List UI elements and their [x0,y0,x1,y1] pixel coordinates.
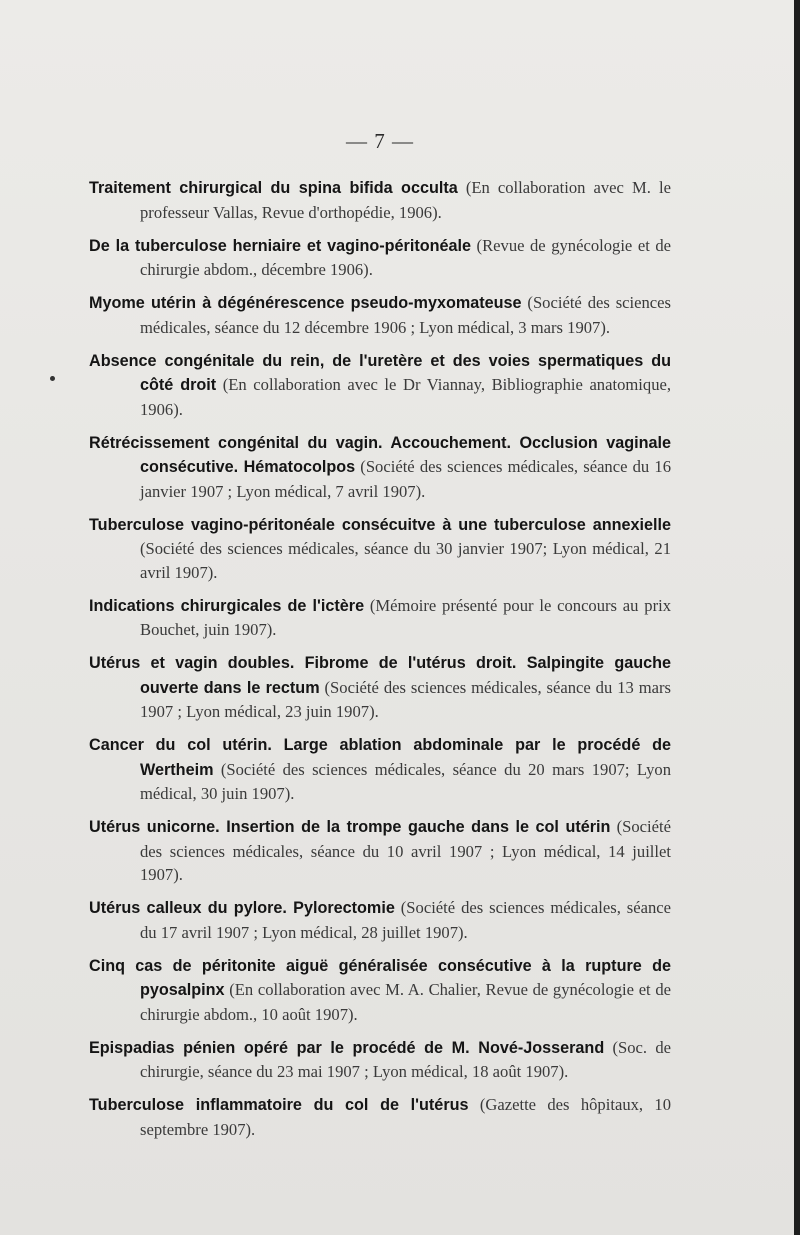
entry-reference: (Société des sciences médicales, séance du 10 avril 1907 ; Lyon médical, 14 juillet 1907). [140,817,671,884]
list-item [89,733,671,806]
entry-title: Myome utérin à dégénérescence pseudo-myxomateuse [89,294,522,312]
list-item [89,1093,671,1141]
list-item [89,234,671,282]
entry-reference: (En collaboration avec M. le professeur Vallas, Revue d'orthopédie, 1906). [140,178,671,222]
entry-title: Tuberculose inflammatoire du col de l'utérus [89,1096,469,1114]
margin-mark [50,376,55,381]
entry-title: Utérus calleux du pylore. Pylorectomie [89,899,395,917]
entry-reference: (Société des sciences médicales, séance du 17 avril 1907 ; Lyon médical, 28 juillet 1907). [140,898,672,942]
list-item [89,896,671,944]
entry-title: Cinq cas de péritonite aiguë généralisée consécutive à la rupture de pyosalpinx [89,956,671,999]
entry-reference: (Société des sciences médicales, séance du 12 décembre 1906 ; Lyon médical, 3 mars 1907). [140,293,671,337]
entry-title: Cancer du col utérin. Large ablation abdominale par le procédé de Wertheim [89,736,671,779]
entry-reference: (Société des sciences médicales, séance du 20 mars 1907; Lyon médical, 30 juin 1907). [140,759,671,803]
list-item [89,176,671,224]
list-item [89,954,671,1027]
list-item [89,594,671,642]
list-item [89,291,671,339]
entry-reference: (Gazette des hôpitaux, 10 septembre 1907). [140,1095,671,1139]
entry-reference: (Société des sciences médicales, séance du 16 janvier 1907 ; Lyon médical, 7 avril 1907). [140,457,671,501]
list-item [89,815,671,887]
entry-reference: (Société des sciences médicales, séance du 13 mars 1907 ; Lyon médical, 23 juin 1907). [140,677,671,721]
entry-title: Traitement chirurgical du spina bifida occulta [89,179,458,197]
entry-title: De la tuberculose herniaire et vagino-péritonéale [89,236,472,255]
list-item [89,651,671,724]
entry-title: Utérus et vagin doubles. Fibrome de l'utérus droit. Salpingite gauche ouverte dans le rectum [89,654,671,697]
entry-reference: (En collaboration avec le Dr Viannay, Bibliographie anatomique, 1906). [140,375,671,419]
entry-title: Rétrécissement congénital du vagin. Accouchement. Occlusion vaginale consécutive. Hématocolpos [89,433,671,476]
entry-title: Epispadias pénien opéré par le procédé de M. Nové-Josserand [89,1038,605,1057]
scan-edge [794,0,800,1235]
publication-list [89,176,671,1151]
list-item [89,1036,671,1084]
entry-reference: (En collaboration avec M. A. Chalier, Revue de gynécologie et de chirurgie abdom., 10 août 1907). [140,980,671,1024]
list-item [89,349,671,422]
entry-reference: (Soc. de chirurgie, séance du 23 mai 1907 ; Lyon médical, 18 août 1907). [140,1037,671,1081]
entry-title: Absence congénitale du rein, de l'uretère et des voies spermatiques du côté droit [89,351,671,394]
entry-reference: (Revue de gynécologie et de chirurgie abdom., décembre 1906). [140,235,671,279]
entry-reference: (Mémoire présenté pour le concours au prix Bouchet, juin 1907). [140,595,672,639]
list-item [89,431,671,504]
entry-title: Indications chirurgicales de l'ictère [89,596,365,615]
entry-reference: (Société des sciences médicales, séance du 30 janvier 1907; Lyon médical, 21 avril 1907). [140,539,671,582]
entry-title: Utérus unicorne. Insertion de la trompe gauche dans le col utérin [89,818,611,836]
list-item [89,513,671,585]
entry-title: Tuberculose vagino-péritonéale consécuitve à une tuberculose annexielle [89,515,671,534]
page-number: — 7 — [346,129,414,153]
